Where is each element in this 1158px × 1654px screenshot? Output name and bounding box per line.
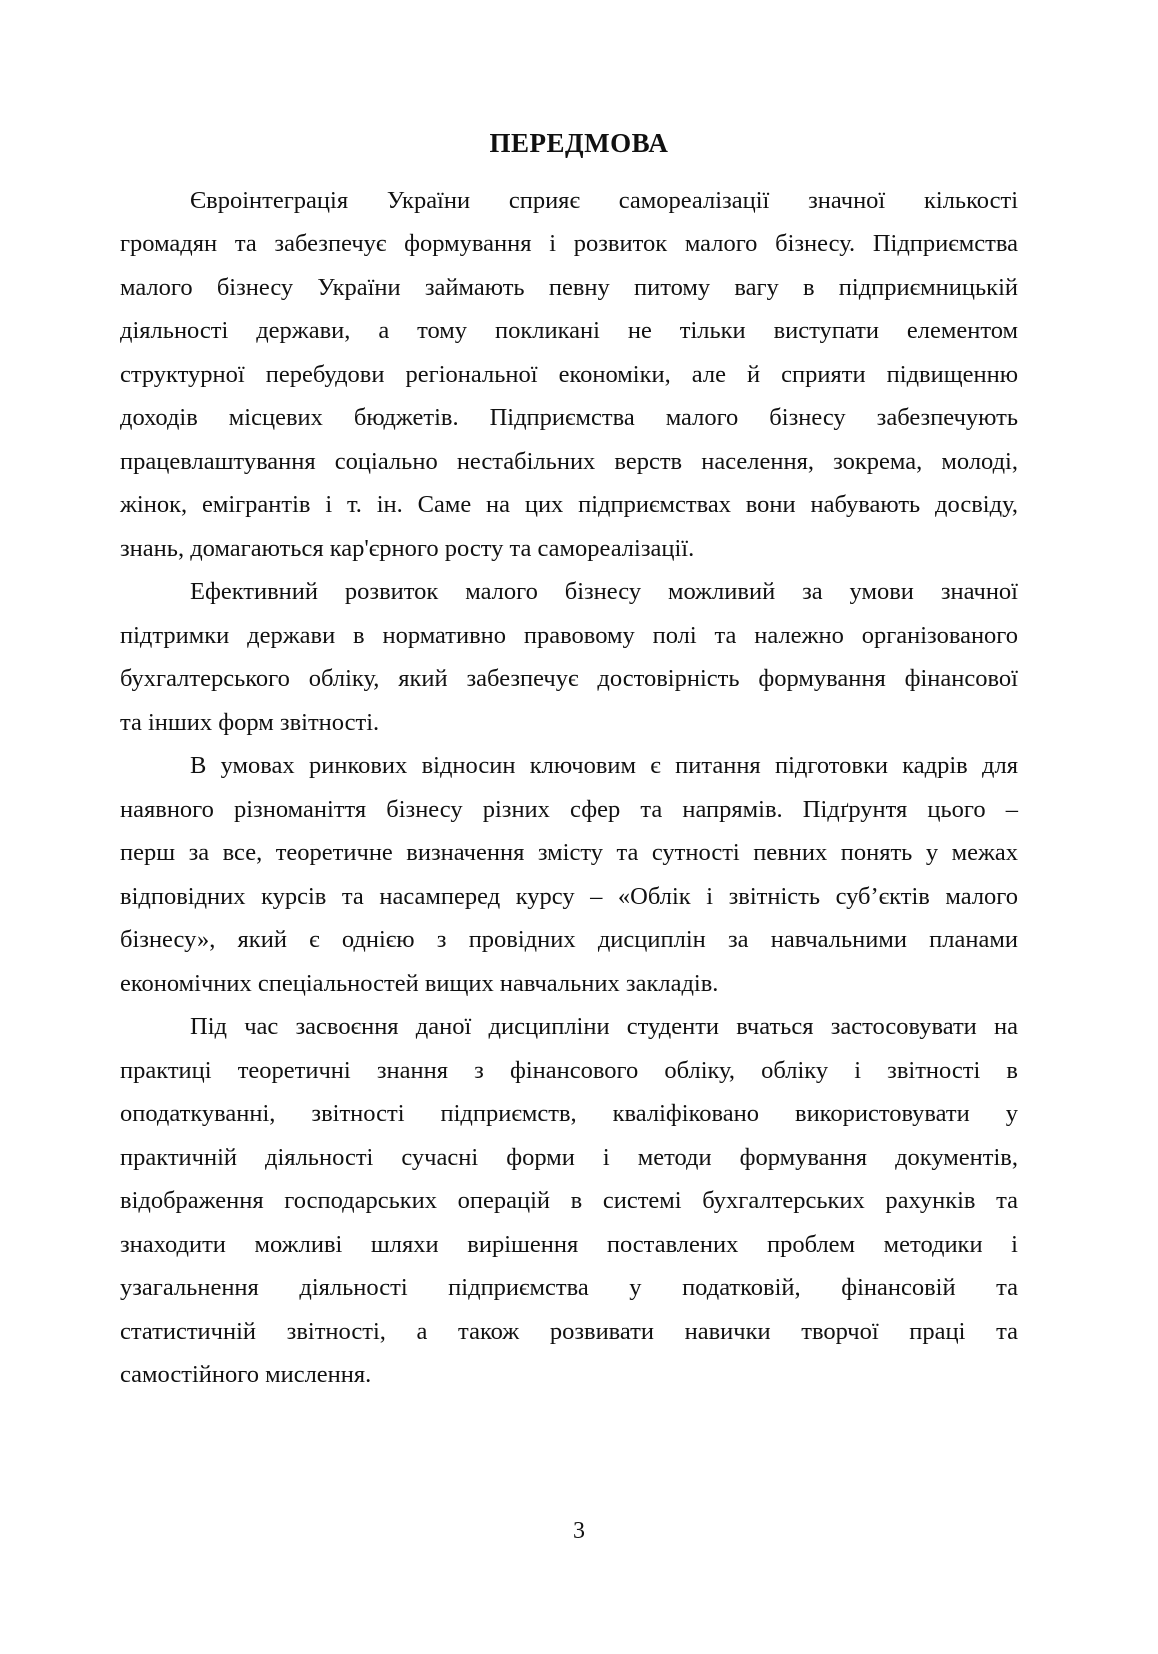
paragraph-2-line-4: та інших форм звітності.	[120, 709, 380, 736]
paragraph-4-line-2: практиці теоретичні знання з фінансового обліку, обліку і звітності в	[120, 1057, 1018, 1084]
paragraph-4-line-3: оподаткуванні, звітності підприємств, кваліфіковано використовувати у	[120, 1100, 1018, 1127]
page-title: ПЕРЕДМОВА	[489, 128, 669, 158]
page-number: 3	[573, 1518, 585, 1544]
paragraph-1-line-4: діяльності держави, а тому покликані не тільки виступати елементом	[120, 317, 1018, 344]
paragraph-1-line-2: громадян та забезпечує формування і розвиток малого бізнесу. Підприємства	[120, 230, 1018, 257]
paragraph-3-line-1: В умовах ринкових відносин ключовим є питання підготовки кадрів для	[190, 752, 1018, 779]
paragraph-4-line-1: Під час засвоєння даної дисципліни студенти вчаться застосовувати на	[190, 1013, 1018, 1040]
paragraph-3-line-2: наявного різноманіття бізнесу різних сфер та напрямів. Підґрунтя цього –	[120, 796, 1018, 823]
paragraph-4-line-8: статистичній звітності, а також розвивати навички творчої праці та	[120, 1318, 1018, 1345]
paragraph-2-line-2: підтримки держави в нормативно правовому полі та належно організованого	[120, 622, 1018, 649]
paragraph-1-line-7: працевлаштування соціально нестабільних верств населення, зокрема, молоді,	[120, 448, 1018, 475]
paragraph-4-line-9: самостійного мислення.	[120, 1361, 372, 1388]
paragraph-4-line-6: знаходити можливі шляхи вирішення поставлених проблем методики і	[120, 1231, 1018, 1258]
paragraph-1-line-9: знань, домагаються кар'єрного росту та самореалізації.	[120, 535, 695, 562]
paragraph-1-line-5: структурної перебудови регіональної економіки, але й сприяти підвищенню	[120, 361, 1018, 388]
paragraph-1-line-8: жінок, емігрантів і т. ін. Саме на цих підприємствах вони набувають досвіду,	[120, 491, 1018, 518]
paragraph-4-line-7: узагальнення діяльності підприємства у податковій, фінансовій та	[120, 1274, 1018, 1301]
paragraph-3-line-5: бізнесу», який є однією з провідних дисциплін за навчальними планами	[120, 926, 1018, 953]
paragraph-1-line-3: малого бізнесу України займають певну питому вагу в підприємницькій	[120, 274, 1018, 301]
paragraph-4-line-4: практичній діяльності сучасні форми і методи формування документів,	[120, 1144, 1018, 1171]
paragraph-3-line-4: відповідних курсів та насамперед курсу – «Облік і звітність суб’єктів малого	[120, 883, 1018, 910]
paragraph-1-line-6: доходів місцевих бюджетів. Підприємства малого бізнесу забезпечують	[120, 404, 1018, 431]
paragraph-3-line-3: перш за все, теоретичне визначення змісту та сутності певних понять у межах	[120, 839, 1018, 866]
paragraph-4-line-5: відображення господарських операцій в системі бухгалтерських рахунків та	[120, 1187, 1018, 1214]
paragraph-2-line-1: Ефективний розвиток малого бізнесу можливий за умови значної	[190, 578, 1018, 605]
paragraph-1-line-1: Євроінтеграція України сприяє самореалізації значної кількості	[190, 187, 1018, 214]
paragraph-2-line-3: бухгалтерського обліку, який забезпечує достовірність формування фінансової	[120, 665, 1018, 692]
paragraph-3-line-6: економічних спеціальностей вищих навчальних закладів.	[120, 970, 719, 997]
